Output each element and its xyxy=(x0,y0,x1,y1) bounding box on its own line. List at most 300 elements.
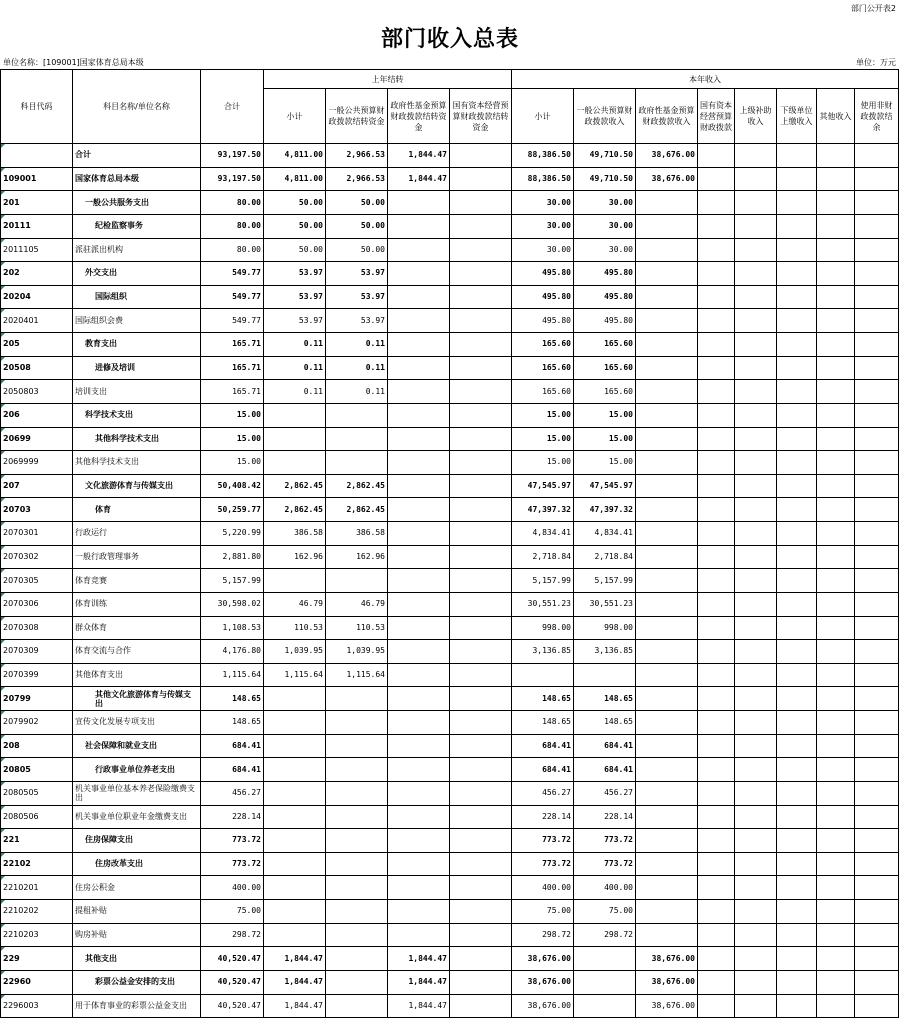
cell-i8 xyxy=(855,262,899,286)
cell-c2 xyxy=(326,805,388,829)
cell-i1: 298.72 xyxy=(512,923,574,947)
cell-i6 xyxy=(777,781,817,805)
cell-c1: 4,811.00 xyxy=(264,167,326,191)
cell-code: 20204 xyxy=(1,285,73,309)
cell-c4 xyxy=(450,947,512,971)
table-row xyxy=(1,923,899,947)
cell-c1: 2,862.45 xyxy=(264,498,326,522)
cell-c2 xyxy=(326,947,388,971)
table-row xyxy=(1,947,899,971)
cell-i6 xyxy=(777,687,817,711)
cell-c1 xyxy=(264,403,326,427)
cell-code: 2210201 xyxy=(1,876,73,900)
cell-i7 xyxy=(817,734,855,758)
header-in-fund: 政府性基金预算财政拨款收入 xyxy=(636,89,698,144)
cell-i6 xyxy=(777,522,817,546)
cell-i6 xyxy=(777,380,817,404)
cell-i1: 3,136.85 xyxy=(512,640,574,664)
cell-i6 xyxy=(777,923,817,947)
cell-i3 xyxy=(636,805,698,829)
table-row xyxy=(1,474,899,498)
cell-total: 1,115.64 xyxy=(201,663,264,687)
cell-i1: 400.00 xyxy=(512,876,574,900)
cell-total: 80.00 xyxy=(201,191,264,215)
cell-code: 20699 xyxy=(1,427,73,451)
table-row xyxy=(1,498,899,522)
cell-code: 20805 xyxy=(1,758,73,782)
cell-code: 2070301 xyxy=(1,522,73,546)
cell-i1: 47,545.97 xyxy=(512,474,574,498)
cell-i6 xyxy=(777,545,817,569)
cell-i2: 148.65 xyxy=(574,711,636,735)
table-row xyxy=(1,144,899,168)
cell-c4 xyxy=(450,592,512,616)
cell-c4 xyxy=(450,309,512,333)
cell-c4 xyxy=(450,923,512,947)
cell-i7 xyxy=(817,144,855,168)
cell-i1: 15.00 xyxy=(512,403,574,427)
cell-c1 xyxy=(264,781,326,805)
cell-i1: 4,834.41 xyxy=(512,522,574,546)
cell-i6 xyxy=(777,309,817,333)
cell-i4 xyxy=(698,474,735,498)
cell-i3 xyxy=(636,876,698,900)
cell-i2: 4,834.41 xyxy=(574,522,636,546)
cell-c2: 2,966.53 xyxy=(326,144,388,168)
cell-i1: 2,718.84 xyxy=(512,545,574,569)
table-row xyxy=(1,569,899,593)
cell-c3 xyxy=(388,522,450,546)
cell-c3 xyxy=(388,545,450,569)
cell-i6 xyxy=(777,994,817,1018)
cell-c2 xyxy=(326,876,388,900)
cell-i5 xyxy=(735,923,777,947)
cell-i5 xyxy=(735,191,777,215)
cell-i4 xyxy=(698,333,735,357)
cell-i5 xyxy=(735,451,777,475)
cell-c3 xyxy=(388,356,450,380)
cell-i5 xyxy=(735,380,777,404)
cell-code: 2070305 xyxy=(1,569,73,593)
cell-total: 549.77 xyxy=(201,285,264,309)
cell-c2 xyxy=(326,923,388,947)
cell-i8 xyxy=(855,498,899,522)
cell-i1 xyxy=(512,663,574,687)
cell-c4 xyxy=(450,144,512,168)
cell-i6 xyxy=(777,970,817,994)
currency-unit: 单位：万元 xyxy=(856,58,896,67)
cell-c4 xyxy=(450,522,512,546)
cell-i5 xyxy=(735,167,777,191)
header-in-lower: 下级单位上缴收入 xyxy=(777,89,817,144)
cell-i2 xyxy=(574,994,636,1018)
cell-i7 xyxy=(817,994,855,1018)
cell-c2 xyxy=(326,569,388,593)
cell-i5 xyxy=(735,876,777,900)
cell-name: 其他支出 xyxy=(73,947,201,971)
cell-code: 2070306 xyxy=(1,592,73,616)
cell-i3 xyxy=(636,663,698,687)
cell-code: 2050803 xyxy=(1,380,73,404)
cell-i1: 495.80 xyxy=(512,309,574,333)
cell-i3 xyxy=(636,427,698,451)
cell-i5 xyxy=(735,262,777,286)
cell-i8 xyxy=(855,947,899,971)
cell-i4 xyxy=(698,356,735,380)
cell-i7 xyxy=(817,522,855,546)
header-carryover: 上年结转 xyxy=(264,70,512,89)
header-in-general: 一般公共预算财政拨款收入 xyxy=(574,89,636,144)
cell-c2 xyxy=(326,687,388,711)
cell-i3 xyxy=(636,569,698,593)
cell-c1 xyxy=(264,829,326,853)
cell-i7 xyxy=(817,451,855,475)
cell-c4 xyxy=(450,238,512,262)
cell-i1: 684.41 xyxy=(512,734,574,758)
cell-c1: 53.97 xyxy=(264,262,326,286)
cell-i7 xyxy=(817,498,855,522)
cell-i2: 773.72 xyxy=(574,829,636,853)
cell-code: 20111 xyxy=(1,214,73,238)
cell-i5 xyxy=(735,970,777,994)
cell-i8 xyxy=(855,923,899,947)
cell-c3 xyxy=(388,451,450,475)
cell-c4 xyxy=(450,758,512,782)
cell-i3 xyxy=(636,852,698,876)
cell-i2: 165.60 xyxy=(574,333,636,357)
cell-code xyxy=(1,144,73,168)
cell-i7 xyxy=(817,333,855,357)
cell-c2: 110.53 xyxy=(326,616,388,640)
cell-code: 109001 xyxy=(1,167,73,191)
cell-i7 xyxy=(817,285,855,309)
cell-i2: 5,157.99 xyxy=(574,569,636,593)
cell-c4 xyxy=(450,829,512,853)
cell-i6 xyxy=(777,947,817,971)
cell-i2: 15.00 xyxy=(574,427,636,451)
cell-code: 22960 xyxy=(1,970,73,994)
cell-c3 xyxy=(388,474,450,498)
table-row xyxy=(1,167,899,191)
cell-code: 2079902 xyxy=(1,711,73,735)
cell-i5 xyxy=(735,545,777,569)
cell-c4 xyxy=(450,900,512,924)
cell-c4 xyxy=(450,994,512,1018)
cell-c3 xyxy=(388,592,450,616)
cell-c3 xyxy=(388,640,450,664)
cell-c4 xyxy=(450,687,512,711)
cell-c2: 2,862.45 xyxy=(326,474,388,498)
cell-total: 40,520.47 xyxy=(201,970,264,994)
cell-c4 xyxy=(450,285,512,309)
cell-total: 75.00 xyxy=(201,900,264,924)
cell-i6 xyxy=(777,640,817,664)
header-in-state: 国有资本经营预算财政拨款 xyxy=(698,89,735,144)
header-total: 合计 xyxy=(201,70,264,144)
cell-i7 xyxy=(817,474,855,498)
cell-c4 xyxy=(450,734,512,758)
cell-i4 xyxy=(698,781,735,805)
cell-i4 xyxy=(698,167,735,191)
cell-i3: 38,676.00 xyxy=(636,970,698,994)
cell-c3 xyxy=(388,569,450,593)
cell-name: 其他体育支出 xyxy=(73,663,201,687)
cell-c4 xyxy=(450,191,512,215)
cell-total: 165.71 xyxy=(201,380,264,404)
cell-i8 xyxy=(855,356,899,380)
cell-total: 5,157.99 xyxy=(201,569,264,593)
cell-i3 xyxy=(636,758,698,782)
table-row xyxy=(1,852,899,876)
cell-i1: 998.00 xyxy=(512,616,574,640)
cell-c3 xyxy=(388,191,450,215)
cell-c3: 1,844.47 xyxy=(388,167,450,191)
cell-i7 xyxy=(817,427,855,451)
cell-i7 xyxy=(817,900,855,924)
cell-name: 其他科学技术支出 xyxy=(73,451,201,475)
cell-c3 xyxy=(388,285,450,309)
table-row xyxy=(1,687,899,711)
cell-i2: 298.72 xyxy=(574,923,636,947)
cell-i1: 30.00 xyxy=(512,238,574,262)
cell-i4 xyxy=(698,640,735,664)
table-row xyxy=(1,356,899,380)
cell-name: 科学技术支出 xyxy=(73,403,201,427)
cell-i4 xyxy=(698,309,735,333)
cell-c1 xyxy=(264,569,326,593)
cell-name: 教育支出 xyxy=(73,333,201,357)
cell-name: 其他科学技术支出 xyxy=(73,427,201,451)
cell-i2: 47,397.32 xyxy=(574,498,636,522)
cell-total: 165.71 xyxy=(201,356,264,380)
table-row xyxy=(1,333,899,357)
cell-c2: 50.00 xyxy=(326,214,388,238)
cell-i8 xyxy=(855,144,899,168)
cell-i8 xyxy=(855,663,899,687)
table-row xyxy=(1,640,899,664)
cell-i4 xyxy=(698,852,735,876)
cell-i8 xyxy=(855,427,899,451)
cell-total: 1,108.53 xyxy=(201,616,264,640)
cell-c4 xyxy=(450,333,512,357)
cell-i5 xyxy=(735,498,777,522)
cell-name: 一般行政管理事务 xyxy=(73,545,201,569)
table-row xyxy=(1,663,899,687)
cell-i2: 30.00 xyxy=(574,238,636,262)
cell-i6 xyxy=(777,191,817,215)
cell-i2 xyxy=(574,947,636,971)
cell-c1: 162.96 xyxy=(264,545,326,569)
cell-c3 xyxy=(388,663,450,687)
cell-i2: 495.80 xyxy=(574,309,636,333)
header-code: 科目代码 xyxy=(1,70,73,144)
table-row xyxy=(1,805,899,829)
cell-i6 xyxy=(777,900,817,924)
cell-i4 xyxy=(698,970,735,994)
cell-name: 体育竞赛 xyxy=(73,569,201,593)
cell-i3 xyxy=(636,687,698,711)
cell-c1 xyxy=(264,852,326,876)
cell-c2 xyxy=(326,970,388,994)
cell-i3 xyxy=(636,262,698,286)
cell-i8 xyxy=(855,380,899,404)
cell-i8 xyxy=(855,640,899,664)
cell-total: 773.72 xyxy=(201,829,264,853)
cell-i3 xyxy=(636,333,698,357)
cell-i4 xyxy=(698,947,735,971)
cell-i8 xyxy=(855,545,899,569)
cell-total: 2,881.80 xyxy=(201,545,264,569)
cell-c2 xyxy=(326,711,388,735)
cell-i8 xyxy=(855,805,899,829)
table-row xyxy=(1,214,899,238)
table-row xyxy=(1,380,899,404)
cell-i3 xyxy=(636,238,698,262)
cell-c2: 53.97 xyxy=(326,262,388,286)
cell-code: 205 xyxy=(1,333,73,357)
cell-c1 xyxy=(264,451,326,475)
cell-c2 xyxy=(326,758,388,782)
cell-total: 400.00 xyxy=(201,876,264,900)
cell-i7 xyxy=(817,214,855,238)
cell-code: 221 xyxy=(1,829,73,853)
cell-c4 xyxy=(450,380,512,404)
table-row xyxy=(1,616,899,640)
table-row xyxy=(1,285,899,309)
cell-c3: 1,844.47 xyxy=(388,970,450,994)
cell-i7 xyxy=(817,569,855,593)
cell-i4 xyxy=(698,923,735,947)
cell-i6 xyxy=(777,498,817,522)
cell-code: 2011105 xyxy=(1,238,73,262)
cell-i1: 773.72 xyxy=(512,829,574,853)
cell-i1: 5,157.99 xyxy=(512,569,574,593)
cell-i8 xyxy=(855,852,899,876)
header-in-other: 其他收入 xyxy=(817,89,855,144)
cell-c4 xyxy=(450,167,512,191)
cell-total: 15.00 xyxy=(201,451,264,475)
cell-code: 2069999 xyxy=(1,451,73,475)
cell-total: 684.41 xyxy=(201,758,264,782)
cell-name: 用于体育事业的彩票公益金支出 xyxy=(73,994,201,1018)
cell-c2: 386.58 xyxy=(326,522,388,546)
cell-i7 xyxy=(817,545,855,569)
cell-i1: 495.80 xyxy=(512,285,574,309)
cell-i2: 30,551.23 xyxy=(574,592,636,616)
cell-c1 xyxy=(264,711,326,735)
cell-i2: 30.00 xyxy=(574,191,636,215)
cell-c1: 1,844.47 xyxy=(264,970,326,994)
cell-c4 xyxy=(450,970,512,994)
cell-c1 xyxy=(264,876,326,900)
cell-i6 xyxy=(777,569,817,593)
cell-i4 xyxy=(698,687,735,711)
cell-c3 xyxy=(388,380,450,404)
cell-i2: 49,710.50 xyxy=(574,144,636,168)
cell-total: 50,259.77 xyxy=(201,498,264,522)
cell-c1 xyxy=(264,758,326,782)
cell-i1: 47,397.32 xyxy=(512,498,574,522)
cell-c3 xyxy=(388,711,450,735)
cell-total: 15.00 xyxy=(201,427,264,451)
cell-i5 xyxy=(735,758,777,782)
cell-i5 xyxy=(735,333,777,357)
cell-i3 xyxy=(636,545,698,569)
table-row xyxy=(1,309,899,333)
cell-i8 xyxy=(855,285,899,309)
cell-total: 773.72 xyxy=(201,852,264,876)
cell-i6 xyxy=(777,285,817,309)
cell-i8 xyxy=(855,474,899,498)
cell-c2: 50.00 xyxy=(326,238,388,262)
table-row xyxy=(1,829,899,853)
cell-i6 xyxy=(777,262,817,286)
cell-c2: 50.00 xyxy=(326,191,388,215)
cell-i2: 400.00 xyxy=(574,876,636,900)
cell-i5 xyxy=(735,687,777,711)
cell-c3 xyxy=(388,687,450,711)
cell-c3 xyxy=(388,427,450,451)
cell-name: 国际组织 xyxy=(73,285,201,309)
cell-i7 xyxy=(817,829,855,853)
cell-name: 群众体育 xyxy=(73,616,201,640)
cell-name: 宣传文化发展专项支出 xyxy=(73,711,201,735)
cell-i3 xyxy=(636,380,698,404)
cell-c4 xyxy=(450,663,512,687)
cell-name: 机关事业单位职业年金缴费支出 xyxy=(73,805,201,829)
cell-c2: 0.11 xyxy=(326,356,388,380)
cell-i5 xyxy=(735,144,777,168)
cell-i3 xyxy=(636,923,698,947)
cell-c3: 1,844.47 xyxy=(388,994,450,1018)
cell-c3 xyxy=(388,238,450,262)
cell-code: 207 xyxy=(1,474,73,498)
cell-c2: 0.11 xyxy=(326,333,388,357)
cell-code: 2210203 xyxy=(1,923,73,947)
cell-i8 xyxy=(855,758,899,782)
cell-i6 xyxy=(777,427,817,451)
cell-c3 xyxy=(388,852,450,876)
cell-c4 xyxy=(450,545,512,569)
cell-i8 xyxy=(855,451,899,475)
cell-i4 xyxy=(698,238,735,262)
cell-i8 xyxy=(855,900,899,924)
cell-c1: 0.11 xyxy=(264,333,326,357)
cell-c3 xyxy=(388,309,450,333)
cell-c4 xyxy=(450,876,512,900)
cell-i4 xyxy=(698,403,735,427)
header-cy-general: 一般公共预算财政拨款结转资金 xyxy=(326,89,388,144)
cell-c3 xyxy=(388,734,450,758)
cell-i4 xyxy=(698,191,735,215)
cell-i3 xyxy=(636,711,698,735)
header-cy-fund: 政府性基金预算财政拨款结转资金 xyxy=(388,89,450,144)
cell-i5 xyxy=(735,711,777,735)
cell-code: 208 xyxy=(1,734,73,758)
cell-i1: 88,386.50 xyxy=(512,144,574,168)
cell-c1: 4,811.00 xyxy=(264,144,326,168)
cell-c2 xyxy=(326,451,388,475)
cell-total: 165.71 xyxy=(201,333,264,357)
form-number: 部门公开表2 xyxy=(850,4,896,13)
cell-c3 xyxy=(388,923,450,947)
header-in-nonfiscal: 使用非财政拨款结余 xyxy=(855,89,899,144)
cell-i2 xyxy=(574,970,636,994)
cell-i1: 88,386.50 xyxy=(512,167,574,191)
cell-c1: 1,115.64 xyxy=(264,663,326,687)
cell-i1: 495.80 xyxy=(512,262,574,286)
cell-i7 xyxy=(817,640,855,664)
